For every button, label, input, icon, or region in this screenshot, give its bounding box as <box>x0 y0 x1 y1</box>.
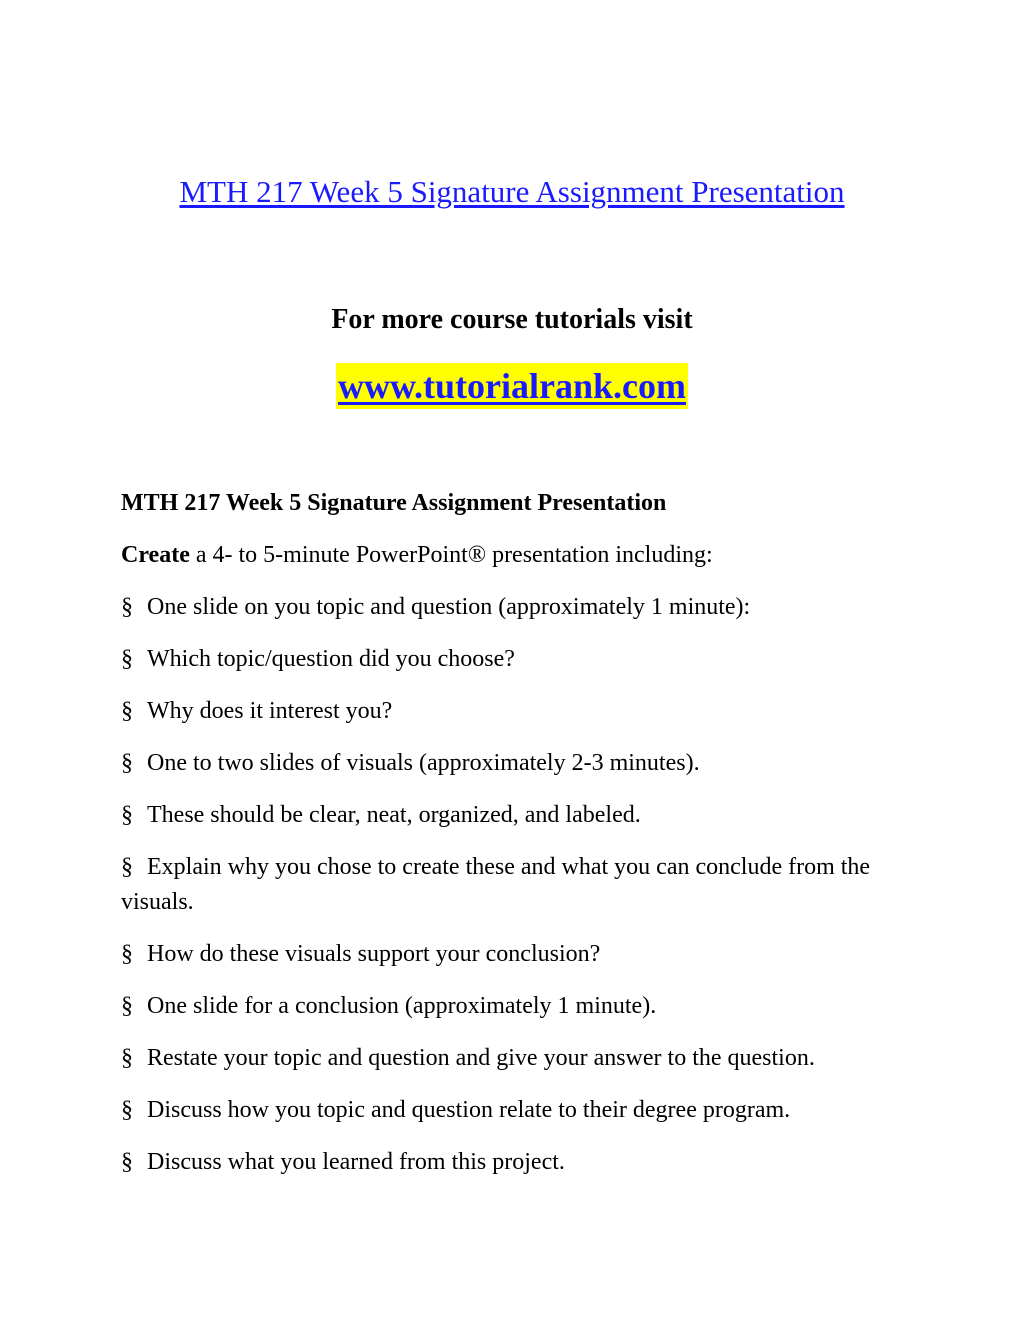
bullet-marker: § <box>121 993 133 1019</box>
bullet-marker: § <box>121 802 133 828</box>
bullet-marker: § <box>121 646 133 672</box>
bullet-marker: § <box>121 750 133 776</box>
list-item <box>121 850 911 920</box>
bullet-marker: § <box>121 854 133 880</box>
list-item <box>121 642 911 677</box>
list-item-text: One to two slides of visuals (approximately 2-3 minutes). <box>147 750 700 776</box>
bullet-marker: § <box>121 698 133 724</box>
list-item <box>121 746 911 781</box>
site-link-wrapper <box>0 363 1024 409</box>
title-link[interactable]: MTH 217 Week 5 Signature Assignment Presentation <box>179 174 845 209</box>
bullet-marker: § <box>121 594 133 620</box>
list-item-text: Restate your topic and question and give your answer to the question. <box>147 1045 815 1071</box>
create-instruction <box>121 538 911 573</box>
list-item-text: How do these visuals support your conclusion? <box>147 941 601 967</box>
list-item-text: Explain why you chose to create these and what you can conclude from the visuals. <box>121 854 871 915</box>
list-item <box>121 937 911 972</box>
list-item-text: One slide on you topic and question (approximately 1 minute): <box>147 594 751 620</box>
list-item <box>121 989 911 1024</box>
list-item <box>121 798 911 833</box>
create-keyword: Create <box>121 542 190 568</box>
create-description: a 4- to 5-minute PowerPoint® presentation including: <box>189 542 713 568</box>
list-item-text: Discuss how you topic and question relate to their degree program. <box>147 1097 791 1123</box>
list-item-text: Why does it interest you? <box>147 698 393 724</box>
list-item <box>121 694 911 729</box>
bullet-marker: § <box>121 941 133 967</box>
list-item-text: Discuss what you learned from this project. <box>147 1149 565 1175</box>
assignment-content <box>121 486 911 1197</box>
list-item-text: Which topic/question did you choose? <box>147 646 515 672</box>
list-item <box>121 1093 911 1128</box>
bullet-marker: § <box>121 1097 133 1123</box>
list-item-text: One slide for a conclusion (approximately 1 minute). <box>147 993 657 1019</box>
list-item <box>121 590 911 625</box>
visit-prompt: For more course tutorials visit <box>331 304 693 335</box>
list-item-text: These should be clear, neat, organized, and labeled. <box>147 802 641 828</box>
bullet-marker: § <box>121 1149 133 1175</box>
bullet-marker: § <box>121 1045 133 1071</box>
tutorial-site-link[interactable]: www.tutorialrank.com <box>336 363 688 409</box>
list-item <box>121 1041 911 1076</box>
list-item <box>121 1145 911 1180</box>
assignment-heading: MTH 217 Week 5 Signature Assignment Presentation <box>121 490 667 516</box>
